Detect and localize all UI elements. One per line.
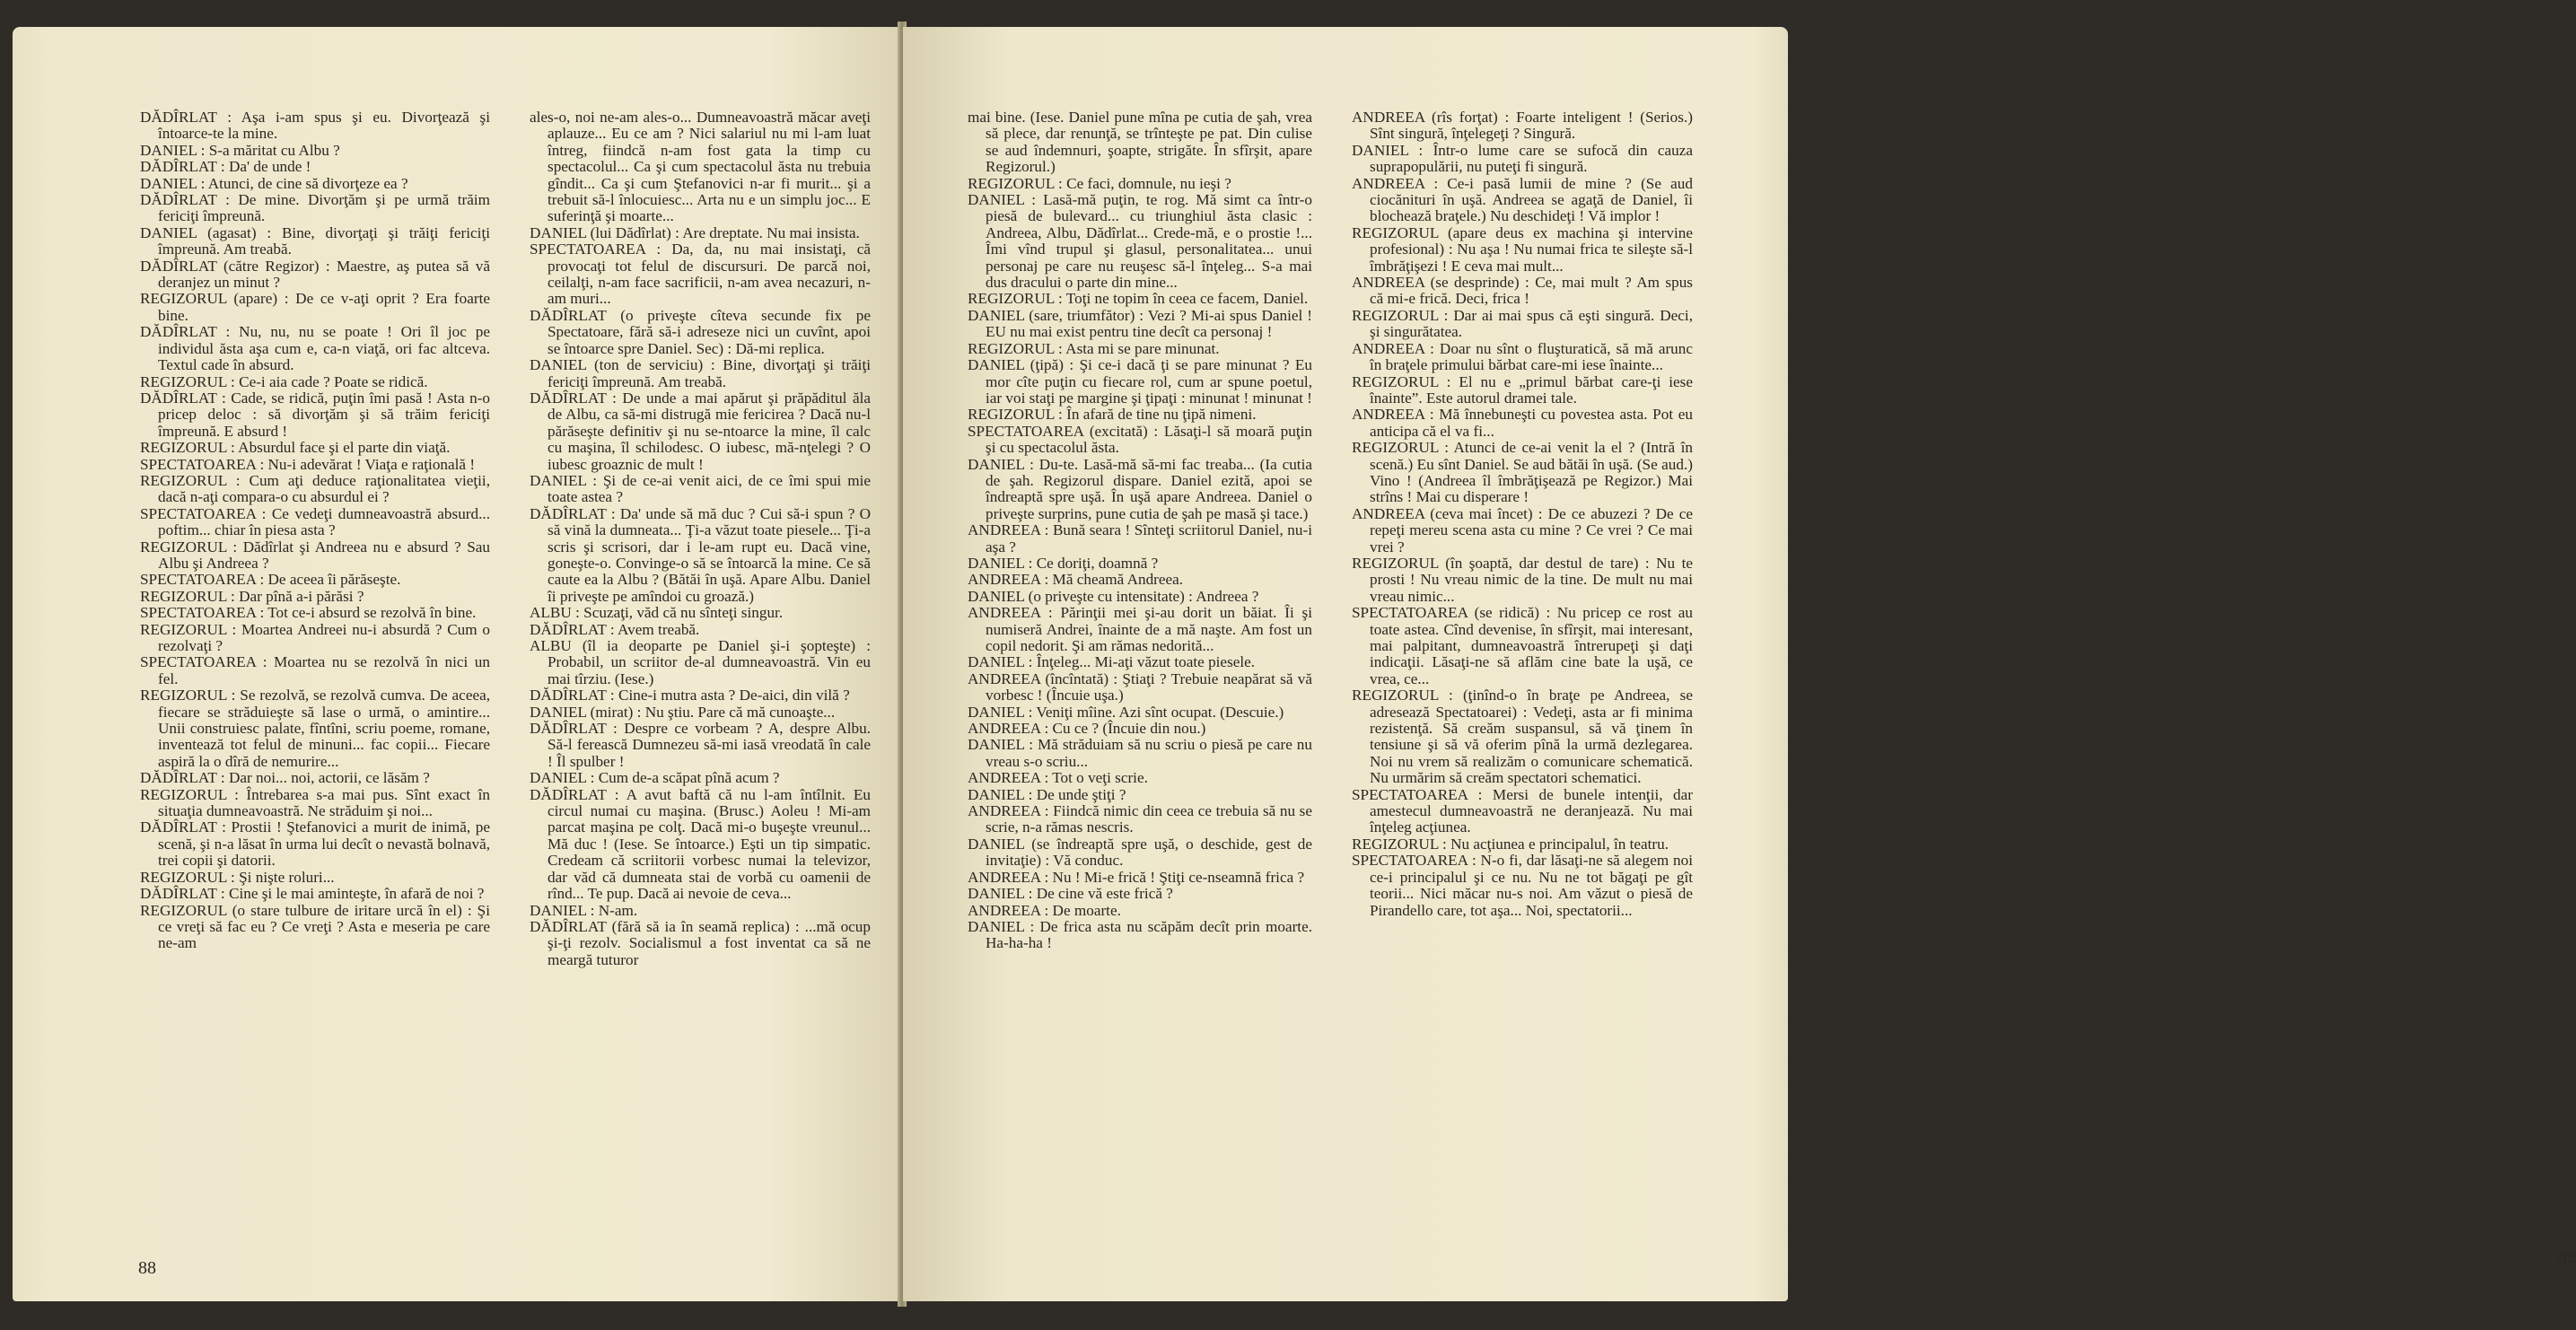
speech-paragraph: DANIEL : Lasă-mă puţin, te rog. Mă simt ca într-o piesă de bulevard... cu triunghiul ăsta clasic : Andreea, Albu, Dădîrlat... Crede-mă, e o prostie !... Îmi vînd trupul şi glasul, personalitatea... unui personaj pe care nu reuşesc să-l înţeleg... S-a mai dus dracului o parte din mine... xyxy=(968,191,1312,292)
speech-paragraph: DANIEL : Ce doriţi, doamnă ? xyxy=(968,554,1159,572)
left-page-number: 88 xyxy=(138,1258,156,1278)
speech-paragraph: ANDREEA : Tot o veţi scrie. xyxy=(968,769,1148,787)
speech-paragraph: DANIEL (sare, triumfător) : Vezi ? Mi-ai spus Daniel ! EU nu mai exist pentru tine decît ca personaj ! xyxy=(968,306,1312,341)
speech-paragraph: REGIZORUL : Dar ai mai spus că eşti singură. Deci, şi singurătatea. xyxy=(1352,306,1693,341)
speech-paragraph: DĂDÎRLAT : Da' unde să mă duc ? Cui să-i spun ? O să vină la dumneata... Ţi-a văzut toate piesele... Ţi-a scris şi scrisori, dar i le-am rupt eu. Dacă vine, goneşte-o. Convinge-o să se întoarcă la mine. Ce să caute ea la Albu ? (Bătăi în uşă. Apare Albu. Daniel îi priveşte pe amîndoi cu groază.) xyxy=(530,504,871,605)
speech-paragraph: DĂDÎRLAT : Cine şi le mai aminteşte, în afară de noi ? xyxy=(140,885,485,903)
speech-paragraph: DANIEL : Cum de-a scăpat pînă acum ? xyxy=(530,769,780,787)
left-page xyxy=(13,27,901,1301)
speech-paragraph: DĂDÎRLAT : De unde a mai apărut şi prăpăditul ăla de Albu, ca să-mi distrugă mie fericirea ? Dacă nu-l părăseşte definitiv şi nu se-ntoarce la mine, îl calc cu maşina, îl schilodesc. O iubesc, mă-nţelegi ? O iubesc groaznic de mult ! xyxy=(530,389,871,473)
speech-paragraph: REGIZORUL : Dar pînă a-i părăsi ? xyxy=(140,587,364,605)
speech-paragraph: DĂDÎRLAT : A avut baftă că nu l-am întîlnit. Eu circul numai cu maşina. (Brusc.) Aoleu ! Mi-am parcat maşina pe colţ. Dacă mi-o buşeşte vreunul... Mă duc ! (Iese. Se întoarce.) Eşti un tip simpatic. Credeam că scriitorii vorbesc numai la televizor, dar văd că dumneata stai de vorbă cu oamenii de rînd... Te pup. Dacă ai nevoie de ceva... xyxy=(530,785,871,903)
speech-paragraph: DĂDÎRLAT : Nu, nu, nu se poate ! Ori îl joc pe individul ăsta aşa cum e, ca-n viaţă, ori fac altceva. Textul cade în absurd. xyxy=(140,323,490,374)
speech-paragraph: REGIZORUL : Toţi ne topim în ceea ce facem, Daniel. xyxy=(968,290,1309,308)
speech-paragraph: SPECTATOAREA : Da, da, nu mai insistaţi, că provocaţi tot felul de discursuri. De parcă noi, ceilalţi, n-am face sacrificii, n-am avea necazuri, n-am muri... xyxy=(530,241,871,308)
speech-paragraph: DĂDÎRLAT (o priveşte cîteva secunde fix pe Spectatoare, fără să-i adreseze nici un cuvînt, apoi se întoarce spre Daniel. Sec) : Dă-mi replica. xyxy=(530,306,871,357)
speech-paragraph: ANDREEA : Ce-i pasă lumii de mine ? (Se aud ciocănituri în uşă. Andreea se agaţă de Daniel, îi blochează braţele.) Nu deschideţi ! Vă implor ! xyxy=(1352,174,1693,225)
speech-paragraph: ALBU : Scuzaţi, văd că nu sînteţi singur. xyxy=(530,604,784,622)
speech-paragraph: SPECTATOAREA (se ridică) : Nu pricep ce rost au toate astea. Cînd devenise, în sfîrşit, mai interesant, mai palpitant, dumneavoastră întrerupeţi şi daţi indicaţii. Lăsaţi-ne să aflăm cine bate la uşă, ce vrea, ce... xyxy=(1352,604,1693,687)
speech-paragraph: ANDREEA : Părinţii mei şi-au dorit un băiat. Îi şi numiseră Andrei, înainte de a mă naşte. Am fost un copil nedorit. Şi am rămas nedorită... xyxy=(968,604,1312,654)
speech-paragraph: ANDREEA : De moarte. xyxy=(968,901,1121,919)
speech-paragraph: REGIZORUL : Ce faci, domnule, nu ieşi ? xyxy=(968,174,1231,192)
speech-paragraph: DĂDÎRLAT : Aşa i-am spus şi eu. Divorţează şi întoarce-te la mine. xyxy=(140,109,490,143)
speech-paragraph: DANIEL : N-am. xyxy=(530,901,638,919)
speech-paragraph: REGIZORUL : Atunci de ce-ai venit la el ? (Intră în scenă.) Eu sînt Daniel. Se aud bătăi în uşă. (Se aud.) Vino ! (Andreea îl îmbrăţişează pe Regizor.) Mai strîns ! Mai cu disperare ! xyxy=(1352,439,1693,506)
speech-paragraph: DANIEL : Într-o lume care se sufocă din cauza suprapopulării, nu puteţi fi singură. xyxy=(1352,141,1693,176)
speech-paragraph: DANIEL : De frica asta nu scăpăm decît prin moarte. Ha-ha-ha ! xyxy=(968,917,1312,952)
speech-paragraph: REGIZORUL : Moartea Andreei nu-i absurdă ? Cum o rezolvaţi ? xyxy=(140,620,490,654)
speech-paragraph: REGIZORUL : Se rezolvă, se rezolvă cumva. De aceea, fiecare se străduieşte să lase o urmă, o amintire... Unii construiesc palate, fîntîni, scriu poeme, romane, inventează tot felul de minuni... fac copii... Fiecare aspiră la o dîră de nemurire... xyxy=(140,687,490,770)
speech-paragraph: ANDREEA (se desprinde) : Ce, mai mult ? Am spus că mi-e frică. Deci, frica ! xyxy=(1352,274,1693,308)
speech-paragraph: DĂDÎRLAT : Despre ce vorbeam ? A, despre Albu. Să-l ferească Dumnezeu să-mi iasă vreodată în cale ! Îl spulber ! xyxy=(530,720,871,770)
speech-paragraph: DANIEL (ţipă) : Şi ce-i dacă ţi se pare minunat ? Eu mor cîte puţin cu fiecare rol, cum ar spune poetul, iar voi staţi pe margine şi ţipaţi : minunat ! minunat ! xyxy=(968,356,1312,407)
speech-paragraph: ANDREEA : Nu ! Mi-e frică ! Ştiţi ce-nseamnă frica ? xyxy=(968,868,1305,886)
speech-paragraph: REGIZORUL : Dădîrlat şi Andreea nu e absurd ? Sau Albu şi Andreea ? xyxy=(140,538,490,572)
speech-paragraph: ANDREEA : Bună seara ! Sînteţi scriitorul Daniel, nu-i aşa ? xyxy=(968,521,1312,556)
speech-paragraph: DANIEL : Du-te. Lasă-mă să-mi fac treaba... (Ia cutia de şah. Regizorul dispare. Daniel ezită, apoi se îndreaptă spre uşă. În uşă apare Andreea. Daniel o priveşte surprins, pune cutia de şah pe masă şi tace.) xyxy=(968,455,1312,522)
speech-paragraph: DĂDÎRLAT : Cine-i mutra asta ? De-aici, din vilă ? xyxy=(530,687,850,704)
speech-paragraph: ANDREEA : Mă cheamă Andreea. xyxy=(968,571,1184,589)
speech-paragraph: SPECTATOAREA : Tot ce-i absurd se rezolvă în bine. xyxy=(140,604,477,622)
speech-paragraph: ANDREEA : Mă înnebuneşti cu povestea asta. Pot eu anticipa că el va fi... xyxy=(1352,406,1693,440)
speech-paragraph: DANIEL : Mă străduiam să nu scriu o piesă pe care nu vreau s-o scriu... xyxy=(968,736,1312,770)
speech-paragraph: REGIZORUL : El nu e „primul bărbat care-ţi iese înainte”. Este autorul dramei tale. xyxy=(1352,372,1693,407)
speech-paragraph: ANDREEA : Cu ce ? (Încuie din nou.) xyxy=(968,720,1206,738)
speech-paragraph: DANIEL (mirat) : Nu ştiu. Pare că mă cunoaşte... xyxy=(530,703,836,721)
speech-paragraph: SPECTATOAREA : Nu-i adevărat ! Viaţa e raţională ! xyxy=(140,455,476,473)
speech-paragraph: DANIEL : De cine vă este frică ? xyxy=(968,885,1173,903)
speech-paragraph: DANIEL (se îndreaptă spre uşă, o deschide, gest de invitaţie) : Vă conduc. xyxy=(968,835,1312,870)
speech-paragraph: DĂDÎRLAT : Avem treabă. xyxy=(530,620,700,638)
speech-paragraph: ALBU (îl ia deoparte pe Daniel şi-i şopteşte) : Probabil, un scriitor de-al dumneavoastră. Vin eu mai tîrziu. (Iese.) xyxy=(530,637,871,687)
speech-paragraph: REGIZORUL : Nu acţiunea e principalul, în teatru. xyxy=(1352,835,1669,853)
speech-paragraph: DANIEL (ton de serviciu) : Bine, divorţaţi şi trăiţi fericiţi împreună. Am treabă. xyxy=(530,356,871,390)
speech-paragraph: ales-o, noi ne-am ales-o... Dumneavoastră măcar aveţi aplauze... Eu ce am ? Nici salariul nu mi l-am luat întreg, fiindcă n-am fost gata la timp cu spectacolul... Ca şi cum spectacolul ăsta nu trebuia gîndit... Ca şi cum Ştefanovici n-ar fi murit... şi a trebuit să-l înlocuiesc... Arta nu e un simplu joc... E suferinţă şi moarte... xyxy=(530,109,871,225)
speech-paragraph: DĂDÎRLAT : Cade, se ridică, puţin îmi pasă ! Asta n-o pricep deloc : să divorţăm şi să trăim fericiţi împreună. E absurd ! xyxy=(140,389,490,440)
right-page xyxy=(903,27,2576,1301)
speech-paragraph: REGIZORUL : Întrebarea s-a mai pus. Sînt exact în situaţia dumneavoastră. Ne străduim şi noi... xyxy=(140,785,490,820)
right-page-column-1 xyxy=(968,109,1312,952)
speech-paragraph: DĂDÎRLAT : Da' de unde ! xyxy=(140,158,311,176)
speech-paragraph: SPECTATOAREA : Ce vedeţi dumneavoastră absurd... poftim... chiar în piesa asta ? xyxy=(140,504,490,539)
speech-paragraph: REGIZORUL : Ce-i aia cade ? Poate se ridică. xyxy=(140,372,428,390)
speech-paragraph: REGIZORUL : Cum aţi deduce raţionalitatea vieţii, dacă n-aţi compara-o cu absurdul ei ? xyxy=(140,471,490,506)
speech-paragraph: DĂDÎRLAT (către Regizor) : Maestre, aş putea să vă deranjez un minut ? xyxy=(140,257,490,292)
speech-paragraph: DANIEL : S-a măritat cu Albu ? xyxy=(140,141,340,159)
speech-paragraph: DANIEL : Înţeleg... Mi-aţi văzut toate piesele. xyxy=(968,653,1256,671)
speech-paragraph: SPECTATOAREA : N-o fi, dar lăsaţi-ne să alegem noi ce-i principalul şi ce nu. Nu ne tot băgaţi pe gît teorii... Nici măcar nu-s noi. Am văzut o piesă de Pirandello care, tot aşa... Noi, spectatorii... xyxy=(1352,852,1693,919)
speech-paragraph: ANDREEA : Doar nu sînt o fluşturatică, să mă arunc în braţele primului bărbat care-mi iese înainte... xyxy=(1352,339,1693,374)
speech-paragraph: REGIZORUL (apare) : De ce v-aţi oprit ? Era foarte bine. xyxy=(140,290,490,324)
speech-paragraph: SPECTATOAREA (excitată) : Lăsaţi-l să moară puţin şi cu spectacolul ăsta. xyxy=(968,422,1312,457)
right-page-number: 89 xyxy=(2558,1247,2576,1267)
speech-paragraph: SPECTATOAREA : Mersi de bunele intenţii, dar amestecul dumneavoastră ne deranjează. Nu mai înţeleg acţiunea. xyxy=(1352,785,1693,836)
speech-paragraph: DĂDÎRLAT (fără să ia în seamă replica) : ...mă ocup şi-ţi rezolv. Socialismul a fost inventat ca să ne meargă tuturor xyxy=(530,917,871,968)
speech-paragraph: DĂDÎRLAT : Dar noi... noi, actorii, ce lăsăm ? xyxy=(140,769,430,787)
speech-paragraph: REGIZORUL (apare deus ex machina şi intervine profesional) : Nu aşa ! Nu numai frica te sileşte să-l îmbrăţişezi ! E ceva mai mult... xyxy=(1352,223,1693,275)
speech-paragraph: SPECTATOAREA : Moartea nu se rezolvă în nici un fel. xyxy=(140,653,490,687)
speech-paragraph: ANDREEA (ceva mai încet) : De ce abuzezi ? De ce repeţi mereu scena asta cu mine ? Ce vrei ? Ce mai vrei ? xyxy=(1352,504,1693,556)
speech-paragraph: REGIZORUL (o stare tulbure de iritare urcă în el) : Şi ce vreţi să fac eu ? Ce vreţi ? Asta e meseria pe care ne-am xyxy=(140,901,490,952)
speech-paragraph: ANDREEA (rîs forţat) : Foarte inteligent ! (Serios.) Sînt singură, înţelegeţi ? Singură. xyxy=(1352,109,1693,143)
speech-paragraph: REGIZORUL : (ţinînd-o în braţe pe Andreea, se adresează Spectatoarei) : Vedeţi, asta ar fi minima rezistenţă. Să creăm suspansul, să vă ţinem în tensiune şi să vă oferim pînă la urmă dezlegarea. Noi nu vrem să realizăm o comunicare schematică. Nu urmărim să creăm spectatori schematici. xyxy=(1352,687,1693,787)
speech-paragraph: ANDREEA : Fiindcă nimic din ceea ce trebuia să nu se scrie, n-a rămas nescris. xyxy=(968,802,1312,836)
speech-paragraph: REGIZORUL (în şoaptă, dar destul de tare) : Nu te prosti ! Nu vreau nimic de la tine. De mult nu mai vreau nimic... xyxy=(1352,554,1693,605)
speech-paragraph: REGIZORUL : Absurdul face şi el parte din viaţă. xyxy=(140,439,451,457)
speech-paragraph: ANDREEA (încîntată) : Ştiaţi ? Trebuie neapărat să vă vorbesc ! (Încuie uşa.) xyxy=(968,669,1312,704)
speech-paragraph: DĂDÎRLAT : Prostii ! Ştefanovici a murit de inimă, pe scenă, şi n-a lăsat în urma lui decît o nevastă bolnavă, trei copii şi datorii. xyxy=(140,818,490,870)
speech-paragraph: REGIZORUL : În afară de tine nu ţipă nimeni. xyxy=(968,406,1257,424)
speech-paragraph: REGIZORUL : Şi nişte roluri... xyxy=(140,868,335,886)
speech-paragraph: DANIEL (o priveşte cu intensitate) : Andreea ? xyxy=(968,587,1259,605)
left-page-column-2 xyxy=(530,109,871,968)
left-page-column-1 xyxy=(140,109,490,952)
speech-paragraph: DANIEL (lui Dădîrlat) : Are dreptate. Nu mai insista. xyxy=(530,223,860,241)
speech-paragraph: DANIEL (agasat) : Bine, divorţaţi şi trăiţi fericiţi împreună. Am treabă. xyxy=(140,223,490,258)
speech-paragraph: DĂDÎRLAT : De mine. Divorţăm şi pe urmă trăim fericiţi împreună. xyxy=(140,191,490,225)
right-page-column-2 xyxy=(1352,109,1693,919)
speech-paragraph: DANIEL : Atunci, de cine să divorţeze ea ? xyxy=(140,174,408,192)
speech-paragraph: DANIEL : Şi de ce-ai venit aici, de ce îmi spui mie toate astea ? xyxy=(530,471,871,506)
speech-paragraph: DANIEL : Veniţi mîine. Azi sînt ocupat. (Descuie.) xyxy=(968,703,1284,721)
speech-paragraph: DANIEL : De unde ştiţi ? xyxy=(968,785,1126,803)
speech-paragraph: mai bine. (Iese. Daniel pune mîna pe cutia de şah, vrea să plece, dar renunţă, se trînteşte pe pat. Din culise se aud îndemnuri, şoapte, strigăte. În sfîrşit, apare Regizorul.) xyxy=(968,109,1312,176)
speech-paragraph: SPECTATOAREA : De aceea îi părăseşte. xyxy=(140,571,401,589)
speech-paragraph: REGIZORUL : Asta mi se pare minunat. xyxy=(968,339,1220,357)
